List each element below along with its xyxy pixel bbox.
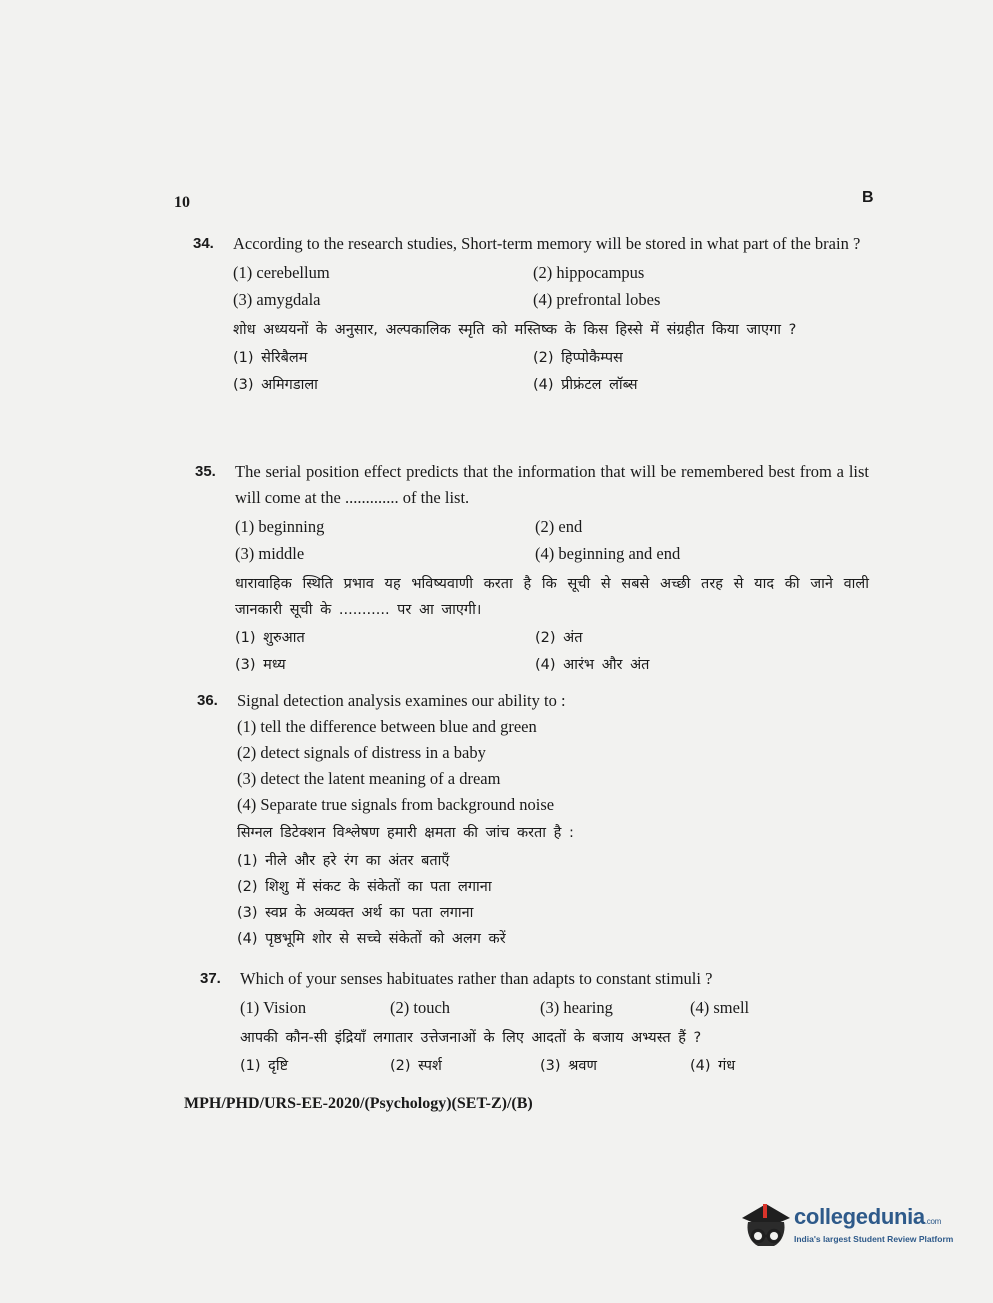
question-34	[193, 231, 869, 399]
options-en	[237, 714, 869, 818]
option: (1) नीले और हरे रंग का अंतर बताएँ	[237, 853, 450, 869]
question-text-en: Which of your senses habituates rather than adapts to constant stimuli ?	[240, 969, 713, 988]
option: (1) cerebellum	[233, 263, 330, 282]
option: (3) hearing	[540, 998, 613, 1017]
option: (4) Separate true signals from background noise	[237, 795, 555, 814]
option: (4) beginning and end	[535, 544, 681, 563]
option: (1) Vision	[240, 998, 307, 1017]
question-text-hi: शोध अध्ययनों के अनुसार, अल्पकालिक स्मृति को मस्तिष्क के किस हिस्से में संग्रहीत किया जाएगा ?	[233, 322, 797, 338]
option: (3) मध्य	[235, 657, 286, 673]
options-hi	[240, 1053, 869, 1081]
options-hi	[233, 345, 869, 399]
option: (2) स्पर्श	[390, 1058, 442, 1074]
option: (2) touch	[390, 998, 451, 1017]
options-hi	[235, 625, 869, 679]
options-hi	[237, 848, 869, 952]
option: (2) detect signals of distress in a baby	[237, 743, 486, 762]
option: (3) श्रवण	[540, 1058, 597, 1074]
question-text-hi: सिग्नल डिटेक्शन विश्लेषण हमारी क्षमता की जांच करता है :	[237, 825, 574, 841]
option: (3) स्वप्न के अव्यक्त अर्थ का पता लगाना	[237, 905, 474, 921]
page-number: 10	[174, 194, 190, 211]
option: (2) अंत	[535, 630, 583, 646]
option: (1) tell the difference between blue and green	[237, 717, 537, 736]
mascot-icon	[736, 1198, 794, 1258]
option: (4) प्रीफ्रंटल लॉब्स	[533, 377, 638, 393]
option: (3) amygdala	[233, 290, 321, 309]
option: (4) smell	[690, 998, 750, 1017]
collegedunia-logo[interactable]	[736, 1198, 960, 1258]
question-number: 34.	[193, 235, 214, 252]
question-text-en: Signal detection analysis examines our ability to :	[237, 691, 566, 710]
question-number: 35.	[195, 463, 216, 480]
option: (3) middle	[235, 544, 305, 563]
options-en	[233, 260, 869, 314]
question-text-en: The serial position effect predicts that the information that will be remembered best from a list will come at the ............. of the list.	[235, 462, 869, 507]
option: (2) end	[535, 517, 583, 536]
set-letter: B	[862, 189, 874, 206]
option: (4) गंध	[690, 1058, 736, 1074]
logo-wordmark: collegedunia.com	[794, 1204, 942, 1229]
option: (4) prefrontal lobes	[533, 290, 661, 309]
option: (2) शिशु में संकट के संकेतों का पता लगाना	[237, 879, 492, 895]
options-en	[240, 995, 869, 1023]
option: (3) detect the latent meaning of a dream	[237, 769, 501, 788]
question-text-en: According to the research studies, Short-term memory will be stored in what part of the brain ?	[233, 234, 861, 253]
question-text-hi: धारावाहिक स्थिति प्रभाव यह भविष्यवाणी करता है कि सूची से सबसे अच्छी तरह से याद की जाने वाली जानकारी सूची के ........... पर आ जाएगी।	[235, 576, 869, 618]
option: (1) शुरुआत	[235, 630, 305, 646]
option: (4) आरंभ और अंत	[535, 657, 650, 673]
question-number: 36.	[197, 692, 218, 709]
question-text-hi: आपकी कौन-सी इंद्रियाँ लगातार उत्तेजनाओं के लिए आदतों के बजाय अभ्यस्त हैं ?	[240, 1030, 702, 1046]
question-37	[200, 966, 869, 1081]
question-36	[197, 688, 869, 952]
option: (1) सेरिबैलम	[233, 350, 308, 366]
option: (2) hippocampus	[533, 263, 645, 282]
option: (3) अमिगडाला	[233, 377, 318, 393]
question-35	[195, 459, 869, 679]
option: (1) beginning	[235, 517, 325, 536]
logo-tagline: India's largest Student Review Platform	[794, 1234, 954, 1244]
option: (1) दृष्टि	[240, 1058, 289, 1074]
paper-code: MPH/PHD/URS-EE-2020/(Psychology)(SET-Z)/(B)	[184, 1095, 533, 1112]
option: (2) हिप्पोकैम्पस	[533, 350, 623, 366]
options-en	[235, 514, 869, 568]
option: (4) पृष्ठभूमि शोर से सच्चे संकेतों को अलग करें	[237, 931, 506, 947]
question-number: 37.	[200, 970, 221, 987]
